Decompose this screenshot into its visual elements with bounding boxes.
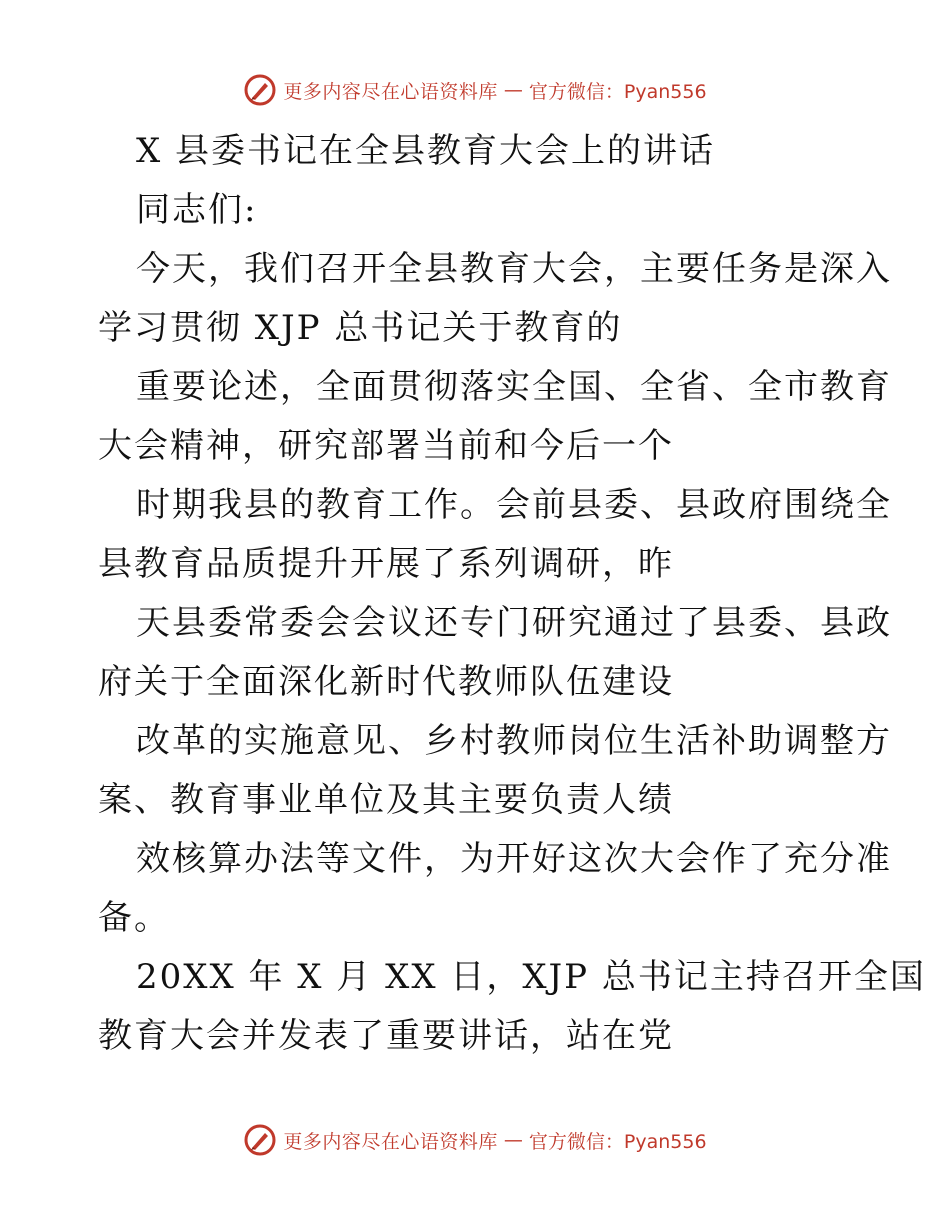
speech-body	[98, 122, 926, 1066]
text-line: 备。	[98, 898, 170, 938]
text-line: 县教育品质提升开展了系列调研，昨	[98, 544, 674, 584]
pen-logo-icon	[243, 1123, 277, 1157]
text-line: 教育大会并发表了重要讲话，站在党	[98, 1016, 674, 1056]
watermark-contact: 官方微信：Pyan556	[528, 1130, 707, 1153]
text-line: 时期我县的教育工作。会前县委、县政府围绕全	[136, 485, 892, 525]
text-line: 重要论述，全面贯彻落实全国、全省、全市教育	[136, 367, 892, 407]
watermark-text: 更多内容尽在心语资料库	[283, 1130, 498, 1153]
text-line: 案、教育事业单位及其主要负责人绩	[98, 780, 674, 820]
text-line: 20XX 年 X 月 XX 日，XJP 总书记主持召开全国	[136, 957, 926, 997]
text-line: 效核算办法等文件，为开好这次大会作了充分准	[136, 839, 892, 879]
watermark-separator: —	[503, 1129, 523, 1151]
text-line: 府关于全面深化新时代教师队伍建设	[98, 662, 674, 702]
watermark-text: 更多内容尽在心语资料库	[283, 80, 498, 103]
text-line: 改革的实施意见、乡村教师岗位生活补助调整方	[136, 721, 892, 761]
text-line: 学习贯彻 XJP 总书记关于教育的	[98, 308, 623, 348]
text-line: 天县委常委会会议还专门研究通过了县委、县政	[136, 603, 892, 643]
text-line: 同志们:	[136, 190, 258, 230]
footer-watermark	[0, 1120, 950, 1160]
text-line: 今天，我们召开全县教育大会，主要任务是深入	[136, 249, 892, 289]
pen-logo-icon	[243, 73, 277, 107]
text-line: 大会精神，研究部署当前和今后一个	[98, 426, 674, 466]
watermark-contact: 官方微信：Pyan556	[528, 80, 707, 103]
text-line: X 县委书记在全县教育大会上的讲话	[136, 131, 716, 171]
header-watermark	[0, 70, 950, 110]
watermark-separator: —	[503, 79, 523, 101]
